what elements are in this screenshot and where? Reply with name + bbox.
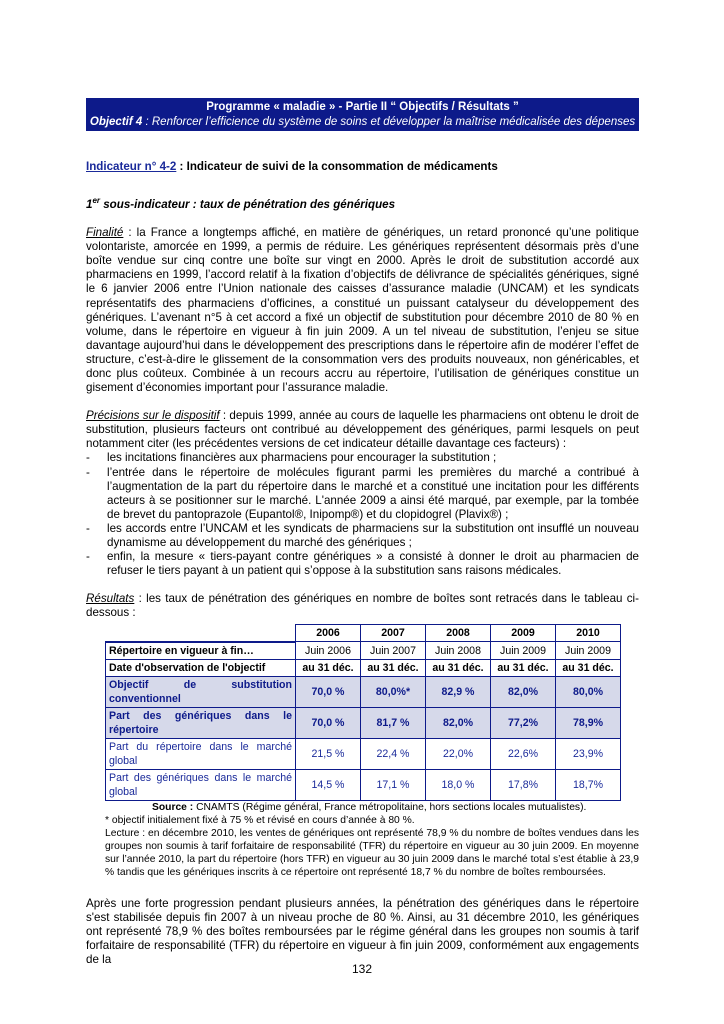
table-cell: 70,0 %: [296, 676, 361, 707]
table-corner: [106, 625, 296, 642]
table-cell: 82,9 %: [426, 676, 491, 707]
table-cell: 21,5 %: [296, 738, 361, 769]
table-header-row: [106, 625, 621, 642]
resultats-text: : les taux de pénétration des génériques en nombre de boîtes sont retracés dans le tableau ci-dessous :: [86, 592, 639, 620]
table-cell: 22,0%: [426, 738, 491, 769]
table-cell: Juin 2007: [361, 642, 426, 660]
row-label: Objectif de substitution conventionnel: [106, 676, 296, 707]
year-header: 2006: [296, 625, 361, 642]
precisions-text: : depuis 1999, année au cours de laquelle les pharmaciens ont obtenu le droit de substitution, plusieurs facteurs ont contribué au développement des génériques, parmi lesquels on peut notamment citer (les précédentes versions de cet indicateur détaille davantage ces facteurs) :: [86, 409, 639, 451]
table-row: [106, 738, 621, 769]
year-header: 2009: [491, 625, 556, 642]
table-cell: Juin 2008: [426, 642, 491, 660]
page-number: 132: [351, 962, 373, 976]
finalite-text: : la France a longtemps affiché, en matière de génériques, un retard prononcé qu’une politique volontariste, amorcée en 1999, a permis de réduire. Les génériques représentent désormais près d’une boîte vendue sur cinq contre une boîte sur vingt en 2000. Après le droit de substitution accordé aux pharmaciens en 1999, l’accord relatif à la fixation d’objectifs de délivrance de spécialités génériques, signé le 6 janvier 2006 entre l’Union nationale des caisses d’assurance maladie (UNCAM) et les syndicats représentatifs des pharmaciens d’officines, a constitué un puissant catalyseur du développement des génériques. L’avenant n°5 à cet accord a fixé un objectif de substitution pour décembre 2010 de 80 % en volume, dans le répertoire en vigueur à fin juin 2009. A un tel niveau de substitution, l’enjeu se situe davantage aujourd’hui dans le développement des prescriptions dans le répertoire afin de modérer l’effet de structure, c’est-à-dire le glissement de la consommation vers des produits nouveaux, non généricables, et donc plus coûteux. Combinée à un recours accru au répertoire, l’utilisation de génériques constitue un gisement d’économies important pour l’assurance maladie.: [86, 226, 639, 395]
table-cell: 77,2%: [491, 707, 556, 738]
table-cell: au 31 déc.: [491, 659, 556, 676]
table-row: [106, 676, 621, 707]
table-cell: 17,1 %: [361, 769, 426, 800]
results-table: [105, 624, 621, 801]
table-cell: 18,0 %: [426, 769, 491, 800]
list-item: - enfin, la mesure « tiers-payant contre génériques » a consisté à donner le droit au pharmacien de refuser le tiers payant à un patient qui s’oppose à la substitution sans raisons médicales.: [86, 550, 639, 578]
objective-label: Objectif 4: [89, 116, 143, 128]
year-header: 2010: [556, 625, 621, 642]
precisions-paragraph: [86, 409, 639, 451]
list-item: - les incitations financières aux pharmaciens pour encourager la substitution ;: [86, 451, 639, 465]
table-cell: au 31 déc.: [556, 659, 621, 676]
table-cell: au 31 déc.: [426, 659, 491, 676]
finalite-paragraph: [86, 226, 639, 395]
source-note: [105, 801, 639, 814]
banner-programme-title: Programme « maladie » - Partie II “ Objectifs / Résultats ”: [206, 101, 519, 113]
table-cell: 18,7%: [556, 769, 621, 800]
objective-text: : Renforcer l’efficience du système de soins et développer la maîtrise médicalisée des dépenses: [142, 116, 636, 128]
table-cell: 81,7 %: [361, 707, 426, 738]
table-cell: 22,4 %: [361, 738, 426, 769]
sub-indicator-heading: [86, 194, 639, 212]
sub-indicator-sup: er: [92, 196, 101, 206]
section-banner: [86, 98, 639, 131]
table-cell: au 31 déc.: [361, 659, 426, 676]
source-label: Source :: [152, 801, 194, 813]
table-cell: Juin 2009: [491, 642, 556, 660]
table-cell: 82,0%: [491, 676, 556, 707]
finalite-label: Finalité: [86, 226, 124, 240]
table-cell: Juin 2006: [296, 642, 361, 660]
sub-indicator-number: 1: [86, 197, 93, 211]
year-header: 2008: [426, 625, 491, 642]
table-cell: 82,0%: [426, 707, 491, 738]
table-cell: 17,8%: [491, 769, 556, 800]
source-text: CNAMTS (Régime général, France métropolitaine, hors sections locales mutualistes).: [193, 801, 587, 813]
table-notes: [105, 801, 639, 879]
table-cell: Juin 2009: [556, 642, 621, 660]
resultats-paragraph: [86, 592, 639, 620]
precisions-list: [86, 451, 639, 578]
table-cell: 70,0 %: [296, 707, 361, 738]
year-header: 2007: [361, 625, 426, 642]
sub-indicator-text: sous-indicateur : taux de pénétration des génériques: [100, 197, 396, 211]
banner-objective: [86, 115, 639, 130]
precisions-label: Précisions sur le dispositif: [86, 409, 220, 423]
asterisk-note: * objectif initialement fixé à 75 % et révisé en cours d’année à 80 %.: [105, 814, 415, 826]
table-row: [106, 642, 621, 660]
page-content: [86, 160, 639, 981]
indicator-heading: [86, 160, 639, 174]
row-label: Part des génériques dans le répertoire: [106, 707, 296, 738]
table-cell: 78,9%: [556, 707, 621, 738]
table-cell: 22,6%: [491, 738, 556, 769]
table-row: [106, 769, 621, 800]
table-row: [106, 707, 621, 738]
indicator-link[interactable]: Indicateur n° 4-2: [86, 160, 177, 173]
row-label: Date d'observation de l'objectif: [106, 659, 296, 676]
table-cell: 23,9%: [556, 738, 621, 769]
row-label: Part des génériques dans le marché global: [106, 769, 296, 800]
table-cell: 80,0%: [556, 676, 621, 707]
lecture-note: Lecture : en décembre 2010, les ventes de génériques ont représenté 78,9 % du nombre de boîtes vendues dans les groupes non soumis à tarif forfaitaire de responsabilité (TFR) du répertoire en vigueur au 30 juin 2009. En moyenne sur l’année 2010, la part du répertoire (hors TFR) en vigueur au 30 juin 2009 dans le marché total s’est établie à 23,9 % tandis que les génériques inscrits à ce répertoire ont représenté 18,7 % du nombre de boîtes remboursées.: [105, 827, 639, 878]
conclusion-paragraph: Après une forte progression pendant plusieurs années, la pénétration des génériques dans le répertoire s'est stabilisée depuis fin 2007 à un niveau proche de 80 %. Ainsi, au 31 décembre 2010, les génériques ont représenté 78,9 % des boîtes remboursées par le régime général dans les groupes non soumis à tarif forfaitaire de responsabilité (TFR) du répertoire en vigueur à fin juin 2009, conformément aux engagements de la: [86, 896, 639, 967]
table-cell: 80,0%*: [361, 676, 426, 707]
list-item: - les accords entre l’UNCAM et les syndicats de pharmaciens sur la substitution ont insufflé un nouveau dynamisme au développement du marché des génériques ;: [86, 522, 639, 550]
row-label: Part du répertoire dans le marché global: [106, 738, 296, 769]
table-cell: au 31 déc.: [296, 659, 361, 676]
indicator-title: : Indicateur de suivi de la consommation de médicaments: [176, 160, 498, 173]
table-cell: 14,5 %: [296, 769, 361, 800]
resultats-label: Résultats: [86, 592, 135, 606]
list-item: - l’entrée dans le répertoire de molécules figurant parmi les premières du marché a contribué à l’augmentation de la part du répertoire dans le marché et a constitué une incitation pour les différents acteurs à se positionner sur le marché. L'année 2009 a ainsi été marqué, par exemple, par la tombée de brevet du pantoprazole (Eupantol®, Inipomp®) et du clopidogrel (Plavix®) ;: [86, 466, 639, 522]
row-label: Répertoire en vigueur à fin…: [106, 642, 296, 660]
table-row: [106, 659, 621, 676]
